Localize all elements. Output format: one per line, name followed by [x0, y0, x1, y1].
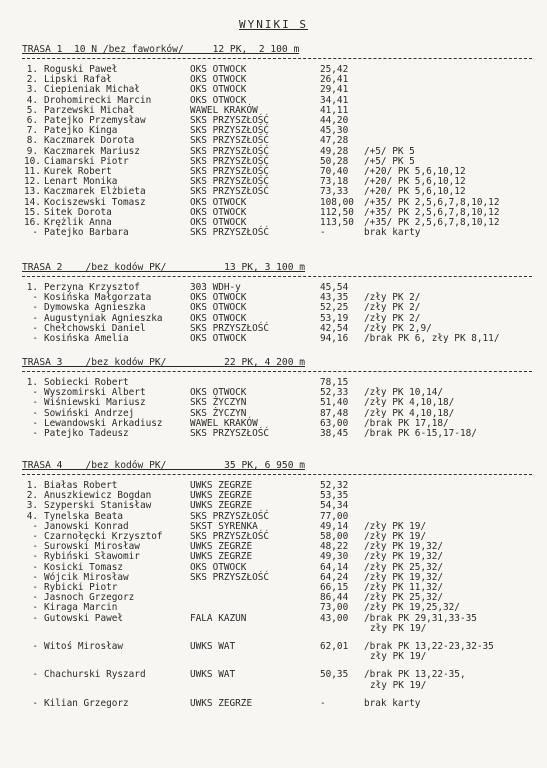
- competitor-name: Wiśniewski Mariusz: [44, 397, 146, 409]
- place-number: -: [32, 387, 38, 399]
- result-time: -: [320, 227, 326, 239]
- place-number: -: [32, 407, 38, 419]
- result-time: 66,15: [320, 582, 349, 593]
- place-number: -: [32, 582, 38, 593]
- club-name: SKS PRZYSZŁOŚĆ: [190, 145, 270, 157]
- place-number: -: [32, 541, 38, 553]
- result-time: 52,25: [320, 302, 349, 314]
- result-time: 87,48: [320, 407, 349, 419]
- result-note: /+20/ PK 5,6,10,12: [364, 186, 466, 198]
- place-number: 9.: [26, 145, 38, 157]
- result-note: /zły PK 19/: [364, 531, 427, 542]
- club-name: UWKS ZEGRZE: [190, 697, 253, 709]
- result-time: 50,35: [320, 669, 349, 681]
- place-number: -: [32, 417, 38, 429]
- club-name: UWKS ZEGRZE: [190, 500, 253, 512]
- result-note: /brak PK 6, zły PK 8,11/: [364, 333, 500, 344]
- place-number: 4.: [26, 94, 38, 106]
- competitor-name: Kosińska Małgorzata: [44, 292, 152, 304]
- result-note: brak karty: [364, 697, 421, 709]
- section-header: [22, 460, 532, 473]
- result-time: 29,41: [320, 84, 349, 96]
- club-name: SKS PRZYSZŁOŚĆ: [190, 135, 270, 147]
- result-note: /+35/ PK 2,5,6,7,8,10,12: [364, 196, 500, 208]
- result-time: 43,35: [320, 292, 349, 304]
- competitor-name: Patejko Barbara: [44, 227, 129, 239]
- result-note-continuation: zły PK 19/: [370, 679, 427, 691]
- place-number: 4.: [26, 510, 38, 522]
- section-divider: [22, 276, 532, 277]
- club-name: OKS OTWOCK: [190, 206, 247, 218]
- place-number: -: [32, 333, 38, 344]
- club-name: UWKS ZEGRZE: [190, 541, 253, 553]
- section-divider: [22, 58, 532, 59]
- result-note: /zły PK 19,25,32/: [364, 602, 460, 614]
- page-title: WYNIKI S: [239, 18, 308, 31]
- competitor-name: Janowski Konrad: [44, 520, 129, 532]
- place-number: -: [32, 292, 38, 304]
- club-name: UWKS ZEGRZE: [190, 551, 253, 563]
- club-name: OKS OTWOCK: [190, 64, 247, 75]
- result-note: /zły PK 19,32/: [364, 541, 444, 553]
- club-name: SKS PRZYSZŁOŚĆ: [190, 155, 270, 167]
- competitor-name: Lipski Rafał: [44, 74, 112, 86]
- result-time: 94,16: [320, 333, 349, 344]
- result-time: 43,00: [320, 612, 349, 624]
- result-time: 49,14: [320, 520, 349, 532]
- result-time: 113,50: [320, 217, 354, 228]
- club-name: SKS PRZYSZŁOŚĆ: [190, 322, 270, 334]
- competitor-name: Rybicki Piotr: [44, 582, 118, 593]
- club-name: OKS OTWOCK: [190, 333, 247, 344]
- place-number: -: [32, 520, 38, 532]
- result-time: 86,44: [320, 592, 349, 604]
- place-number: 10.: [24, 155, 41, 167]
- club-name: OKS OTWOCK: [190, 84, 247, 96]
- club-name: SKS PRZYSZŁOŚĆ: [190, 510, 270, 522]
- result-note-continuation: zły PK 19/: [370, 651, 427, 663]
- result-row-continuation: [0, 623, 547, 634]
- result-time: 54,34: [320, 500, 349, 512]
- result-note: /brak PK 17,18/: [364, 417, 449, 429]
- result-time: 73,00: [320, 602, 349, 614]
- result-note: /brak PK 13,22-23,32-35: [364, 641, 494, 652]
- result-time: 49,30: [320, 551, 349, 563]
- competitor-name: Kiraga Marcin: [44, 602, 118, 614]
- section-header: [22, 44, 532, 57]
- club-name: UWKS WAT: [190, 669, 236, 681]
- competitor-name: Sitek Dorota: [44, 206, 112, 218]
- club-name: OKS OTWOCK: [190, 312, 247, 324]
- place-number: -: [32, 227, 38, 239]
- competitor-name: Ciepieniak Michał: [44, 84, 140, 96]
- result-note: /zły PK 19/: [364, 520, 427, 532]
- result-time: 34,41: [320, 94, 349, 106]
- place-number: 2.: [26, 74, 38, 86]
- result-row: [0, 698, 547, 709]
- result-note: /zły PK 25,32/: [364, 592, 444, 604]
- competitor-name: Wójcik Mirosław: [44, 571, 129, 583]
- competitor-name: Drohomirecki Marcin: [44, 94, 152, 106]
- club-name: SKS PRZYSZŁOŚĆ: [190, 115, 270, 126]
- result-note: /zły PK 10,14/: [364, 387, 444, 399]
- result-time: 70,40: [320, 166, 349, 177]
- section-header-text: TRASA 3 /bez kodów PK/ 22 PK, 4 200 m: [22, 357, 306, 368]
- result-time: 64,24: [320, 571, 349, 583]
- result-time: 58,00: [320, 531, 349, 542]
- result-row-continuation: [0, 651, 547, 662]
- club-name: SKS ŻYCZYN: [190, 397, 247, 409]
- result-time: 108,00: [320, 196, 354, 208]
- competitor-name: Kociszewski Tomasz: [44, 196, 146, 208]
- result-time: 44,20: [320, 115, 349, 126]
- result-time: 77,00: [320, 510, 349, 522]
- place-number: -: [32, 397, 38, 409]
- result-time: 52,32: [320, 480, 349, 491]
- club-name: OKS OTWOCK: [190, 387, 247, 399]
- club-name: UWKS ZEGRZE: [190, 490, 253, 502]
- section-divider: [22, 371, 532, 372]
- competitor-name: Lenart Monika: [44, 176, 118, 188]
- result-note: /zły PK 4,10,18/: [364, 407, 455, 419]
- club-name: OKS OTWOCK: [190, 561, 247, 573]
- place-number: -: [32, 551, 38, 563]
- result-note: /zły PK 11,32/: [364, 582, 444, 593]
- result-note: /+5/ PK 5: [364, 155, 415, 167]
- place-number: 3.: [26, 84, 38, 96]
- competitor-name: Czarnołęcki Krzysztof: [44, 531, 163, 542]
- place-number: -: [32, 612, 38, 624]
- result-time: 45,30: [320, 125, 349, 137]
- result-time: 45,54: [320, 282, 349, 293]
- competitor-name: Tynelska Beata: [44, 510, 124, 522]
- result-time: 63,00: [320, 417, 349, 429]
- result-time: 112,50: [320, 206, 354, 218]
- result-time: 49,28: [320, 145, 349, 157]
- result-note: /+20/ PK 5,6,10,12: [364, 176, 466, 188]
- competitor-name: Anuszkiewicz Bogdan: [44, 490, 152, 502]
- result-time: 64,14: [320, 561, 349, 573]
- result-note: /zły PK 4,10,18/: [364, 397, 455, 409]
- place-number: -: [32, 602, 38, 614]
- result-time: 50,28: [320, 155, 349, 167]
- result-time: 51,40: [320, 397, 349, 409]
- club-name: WAWEL KRAKÓW: [190, 104, 258, 116]
- result-note: /zły PK 19,32/: [364, 551, 444, 563]
- club-name: FALA KAZUN: [190, 612, 247, 624]
- result-row: [0, 227, 547, 238]
- result-time: 73,33: [320, 186, 349, 198]
- place-number: 1.: [26, 377, 38, 388]
- place-number: 12.: [24, 176, 41, 188]
- place-number: -: [32, 428, 38, 439]
- result-time: 38,45: [320, 428, 349, 439]
- place-number: -: [32, 697, 38, 709]
- result-time: 42,54: [320, 322, 349, 334]
- result-time: 48,22: [320, 541, 349, 553]
- club-name: OKS OTWOCK: [190, 292, 247, 304]
- result-note: /zły PK 25,32/: [364, 561, 444, 573]
- result-row-continuation: [0, 680, 547, 691]
- competitor-name: Chachurski Ryszard: [44, 669, 146, 681]
- club-name: SKS ŻYCZYN: [190, 407, 247, 419]
- club-name: OKS OTWOCK: [190, 302, 247, 314]
- club-name: SKS PRZYSZŁOŚĆ: [190, 531, 270, 542]
- competitor-name: Wyszomirski Albert: [44, 387, 146, 399]
- section-header: [22, 357, 532, 370]
- competitor-name: Patejko Kinga: [44, 125, 118, 137]
- result-time: -: [320, 697, 326, 709]
- club-name: 303 WDH-y: [190, 282, 241, 293]
- result-note: /brak PK 29,31,33-35: [364, 612, 477, 624]
- competitor-name: Kurek Robert: [44, 166, 112, 177]
- result-time: 26,41: [320, 74, 349, 86]
- result-time: 25,42: [320, 64, 349, 75]
- place-number: -: [32, 322, 38, 334]
- result-note: /+5/ PK 5: [364, 145, 415, 157]
- result-note: /+35/ PK 2,5,6,7,8,10,12: [364, 217, 500, 228]
- section-header-text: TRASA 2 /bez kodów PK/ 13 PK, 3 100 m: [22, 262, 306, 273]
- place-number: 7.: [26, 125, 38, 137]
- competitor-name: Chełchowski Daniel: [44, 322, 146, 334]
- club-name: SKS PRZYSZŁOŚĆ: [190, 227, 270, 239]
- competitor-name: Kaczmarek Dorota: [44, 135, 135, 147]
- competitor-name: Lewandowski Arkadiusz: [44, 417, 163, 429]
- place-number: -: [32, 561, 38, 573]
- club-name: SKS PRZYSZŁOŚĆ: [190, 186, 270, 198]
- place-number: 8.: [26, 135, 38, 147]
- result-row: [0, 428, 547, 439]
- place-number: 3.: [26, 500, 38, 512]
- competitor-name: Sobiecki Robert: [44, 377, 129, 388]
- place-number: -: [32, 571, 38, 583]
- result-note: /+20/ PK 5,6,10,12: [364, 166, 466, 177]
- place-number: 11.: [24, 166, 41, 177]
- club-name: WAWEL KRAKÓW: [190, 417, 258, 429]
- place-number: 1.: [26, 282, 38, 293]
- place-number: 1.: [26, 480, 38, 491]
- competitor-name: Ciamarski Piotr: [44, 155, 129, 167]
- place-number: 1.: [26, 64, 38, 75]
- competitor-name: Gutowski Paweł: [44, 612, 124, 624]
- competitor-name: Sowiński Andrzej: [44, 407, 135, 419]
- club-name: SKS PRZYSZŁOŚĆ: [190, 176, 270, 188]
- club-name: OKS OTWOCK: [190, 196, 247, 208]
- result-time: 47,28: [320, 135, 349, 147]
- competitor-name: Kaczmarek Mariusz: [44, 145, 140, 157]
- club-name: OKS OTWOCK: [190, 94, 247, 106]
- section-header-text: TRASA 4 /bez kodów PK/ 35 PK, 6 950 m: [22, 460, 306, 471]
- competitor-name: Szyperski Stanisław: [44, 500, 152, 512]
- section-header: [22, 262, 532, 275]
- place-number: 13.: [24, 186, 41, 198]
- club-name: OKS OTWOCK: [190, 74, 247, 86]
- result-note-continuation: zły PK 19/: [370, 622, 427, 634]
- competitor-name: Dymowska Agnieszka: [44, 302, 146, 314]
- competitor-name: Kilian Grzegorz: [44, 697, 129, 709]
- club-name: SKS PRZYSZŁOŚĆ: [190, 125, 270, 137]
- result-row: [0, 333, 547, 344]
- competitor-name: Patejko Tadeusz: [44, 428, 129, 439]
- section-header-text: TRASA 1 10 N /bez faworków/ 12 PK, 2 100 m: [22, 44, 300, 55]
- place-number: -: [32, 312, 38, 324]
- competitor-name: Augustyniak Agnieszka: [44, 312, 163, 324]
- place-number: 5.: [26, 104, 38, 116]
- result-time: 62,01: [320, 641, 349, 652]
- place-number: 16.: [24, 217, 41, 228]
- section-divider: [22, 474, 532, 475]
- club-name: SKST SYRENKA: [190, 520, 258, 532]
- competitor-name: Kaczmarek Elżbieta: [44, 186, 146, 198]
- competitor-name: Witoś Mirosław: [44, 641, 124, 652]
- place-number: -: [32, 592, 38, 604]
- result-time: 41,11: [320, 104, 349, 116]
- result-note: brak karty: [364, 227, 421, 239]
- place-number: 2.: [26, 490, 38, 502]
- result-time: 73,18: [320, 176, 349, 188]
- result-note: /zły PK 2/: [364, 312, 421, 324]
- result-time: 52,33: [320, 387, 349, 399]
- competitor-name: Parzewski Michał: [44, 104, 135, 116]
- result-note: /zły PK 19,32/: [364, 571, 444, 583]
- club-name: SKS PRZYSZŁOŚĆ: [190, 428, 270, 439]
- club-name: SKS PRZYSZŁOŚĆ: [190, 166, 270, 177]
- result-note: /brak PK 13,22-35,: [364, 669, 466, 681]
- club-name: UWKS WAT: [190, 641, 236, 652]
- place-number: -: [32, 669, 38, 681]
- place-number: 15.: [24, 206, 41, 218]
- competitor-name: Surowski Mirosław: [44, 541, 140, 553]
- competitor-name: Kosińska Amelia: [44, 333, 129, 344]
- club-name: OKS OTWOCK: [190, 217, 247, 228]
- club-name: SKS PRZYSZŁOŚĆ: [190, 571, 270, 583]
- place-number: 14.: [24, 196, 41, 208]
- club-name: UWKS ZEGRZE: [190, 480, 253, 491]
- competitor-name: Jasnoch Grzegorz: [44, 592, 135, 604]
- competitor-name: Krężlik Anna: [44, 217, 112, 228]
- result-time: 53,19: [320, 312, 349, 324]
- place-number: -: [32, 641, 38, 652]
- place-number: -: [32, 302, 38, 314]
- result-time: 78,15: [320, 377, 349, 388]
- competitor-name: Rybiński Sławomir: [44, 551, 140, 563]
- place-number: -: [32, 531, 38, 542]
- competitor-name: Roguski Paweł: [44, 64, 118, 75]
- result-time: 53,35: [320, 490, 349, 502]
- result-note: /zły PK 2/: [364, 302, 421, 314]
- place-number: 6.: [26, 115, 38, 126]
- result-note: /zły PK 2,9/: [364, 322, 432, 334]
- result-note: /brak PK 6-15,17-18/: [364, 428, 477, 439]
- competitor-name: Białas Robert: [44, 480, 118, 491]
- result-note: /zły PK 2/: [364, 292, 421, 304]
- competitor-name: Patejko Przemysław: [44, 115, 146, 126]
- result-note: /+35/ PK 2,5,6,7,8,10,12: [364, 206, 500, 218]
- competitor-name: Kosicki Tomasz: [44, 561, 124, 573]
- competitor-name: Perzyna Krzysztof: [44, 282, 140, 293]
